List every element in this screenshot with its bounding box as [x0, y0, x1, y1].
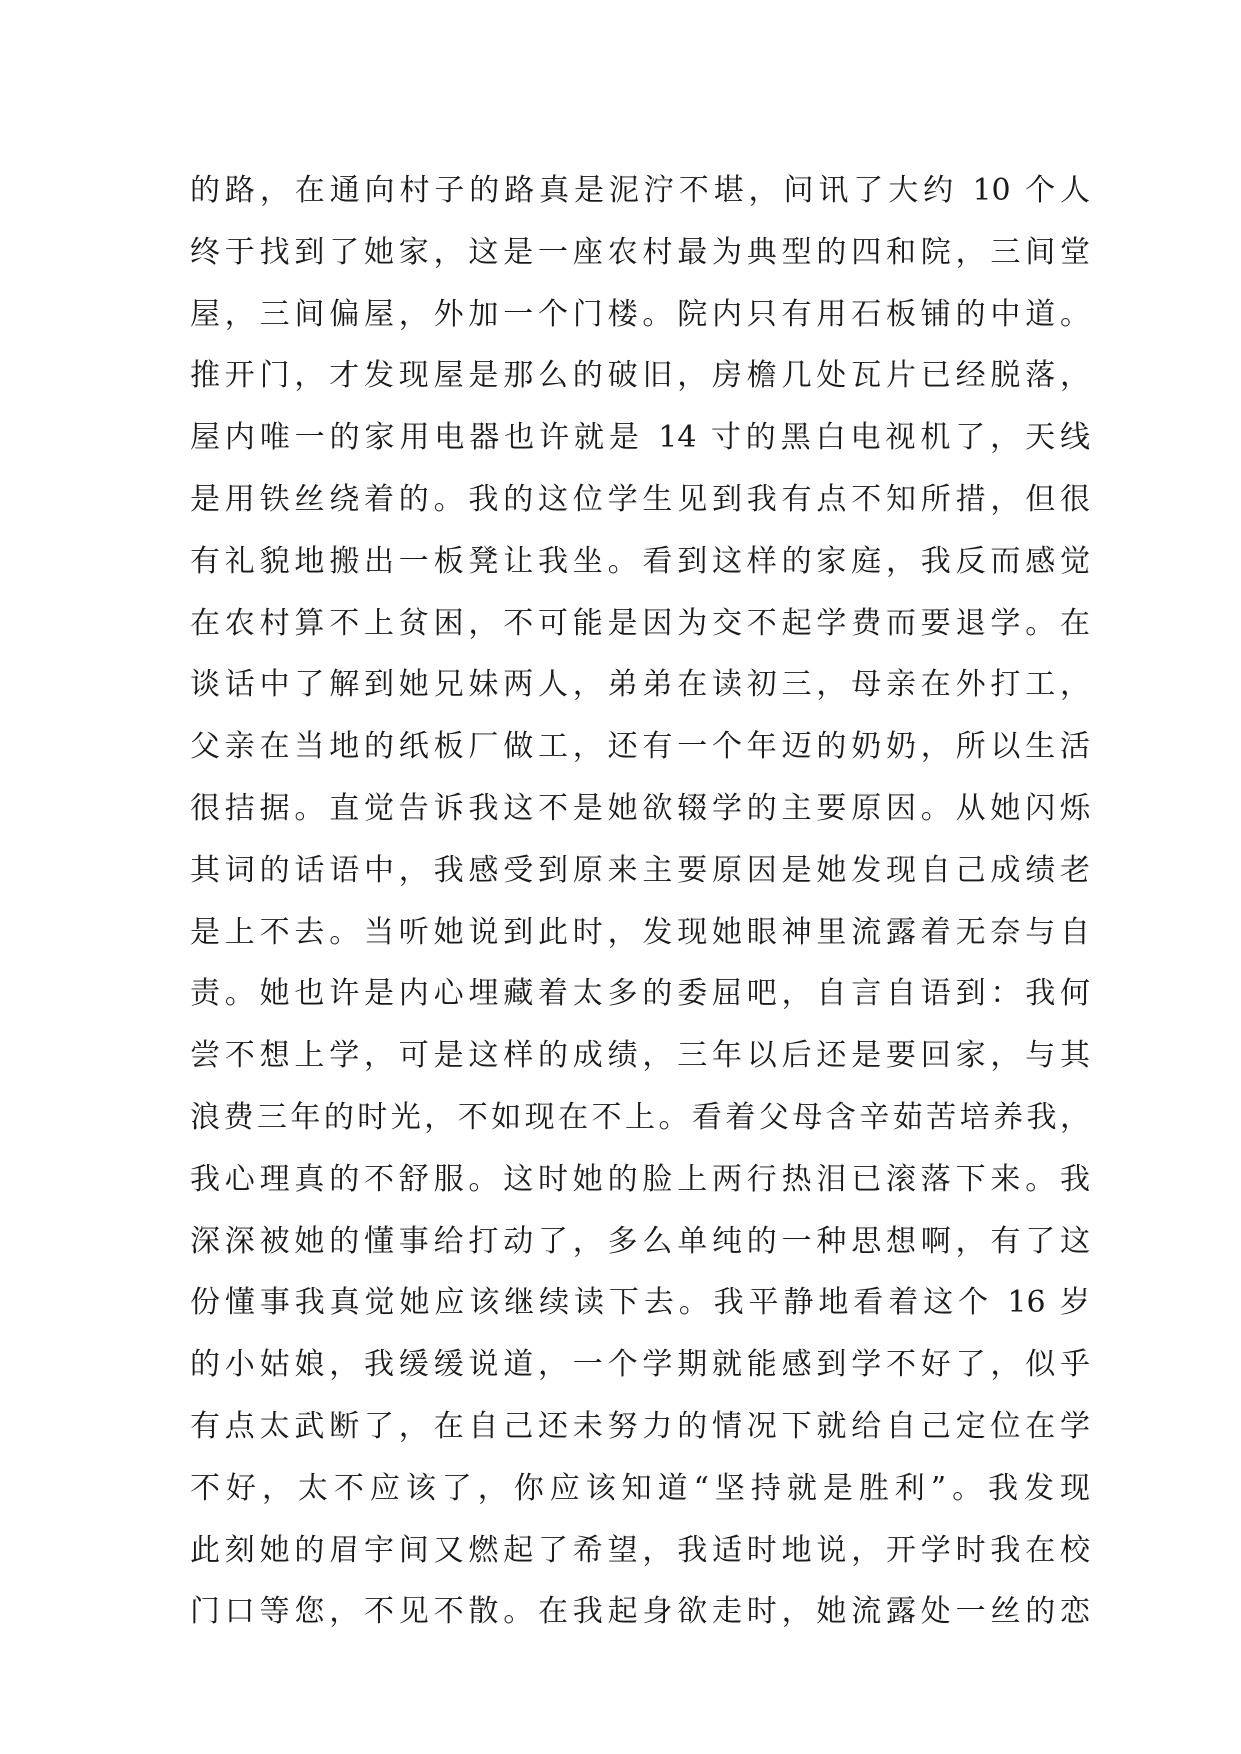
text-line: 是用铁丝绕着的。我的这位学生见到我有点不知所措，但很 — [190, 481, 1090, 517]
text-line: 责。她也许是内心埋藏着太多的委屈吧，自言自语到：我何 — [190, 976, 1090, 1012]
text-line: 门口等您，不见不散。在我起身欲走时，她流露处一丝的恋 — [190, 1594, 1090, 1630]
text-line: 屋，三间偏屋，外加一个门楼。院内只有用石板铺的中道。 — [190, 296, 1090, 332]
text-line: 很拮据。直觉告诉我这不是她欲辍学的主要原因。从她闪烁 — [190, 790, 1090, 826]
text-line: 我心理真的不舒服。这时她的脸上两行热泪已滚落下来。我 — [190, 1161, 1090, 1197]
text-line: 的小姑娘，我缓缓说道，一个学期就能感到学不好了，似乎 — [190, 1347, 1090, 1383]
text-line: 浪费三年的时光，不如现在不上。看着父母含辛茹苦培养我， — [190, 1099, 1090, 1135]
text-line: 是上不去。当听她说到此时，发现她眼神里流露着无奈与自 — [190, 914, 1090, 950]
text-line: 在农村算不上贫困，不可能是因为交不起学费而要退学。在 — [190, 605, 1090, 641]
text-line: 其词的话语中，我感受到原来主要原因是她发现自己成绩老 — [190, 852, 1090, 888]
text-line: 的路，在通向村子的路真是泥泞不堪，问讯了大约 10 个人 — [190, 173, 1090, 208]
text-line: 谈话中了解到她兄妹两人，弟弟在读初三，母亲在外打工， — [190, 667, 1090, 703]
text-line: 有点太武断了，在自己还未努力的情况下就给自己定位在学 — [190, 1408, 1090, 1444]
text-line: 终于找到了她家，这是一座农村最为典型的四和院，三间堂 — [190, 234, 1090, 270]
text-line: 尝不想上学，可是这样的成绩，三年以后还是要回家，与其 — [190, 1038, 1090, 1074]
body-text — [190, 160, 1090, 1643]
text-line: 此刻她的眉宇间又燃起了希望，我适时地说，开学时我在校 — [190, 1532, 1090, 1568]
text-line: 份懂事我真觉她应该继续读下去。我平静地看着这个 16 岁 — [190, 1285, 1090, 1321]
text-line: 推开门，才发现屋是那么的破旧，房檐几处瓦片已经脱落， — [190, 358, 1090, 394]
text-line: 深深被她的懂事给打动了，多么单纯的一种思想啊，有了这 — [190, 1223, 1090, 1259]
text-line: 不好，太不应该了，你应该知道“坚持就是胜利”。我发现 — [190, 1470, 1090, 1506]
text-line: 有礼貌地搬出一板凳让我坐。看到这样的家庭，我反而感觉 — [190, 543, 1090, 579]
text-line: 屋内唯一的家用电器也许就是 14 寸的黑白电视机了，天线 — [190, 420, 1090, 456]
text-line: 父亲在当地的纸板厂做工，还有一个年迈的奶奶，所以生活 — [190, 729, 1090, 765]
